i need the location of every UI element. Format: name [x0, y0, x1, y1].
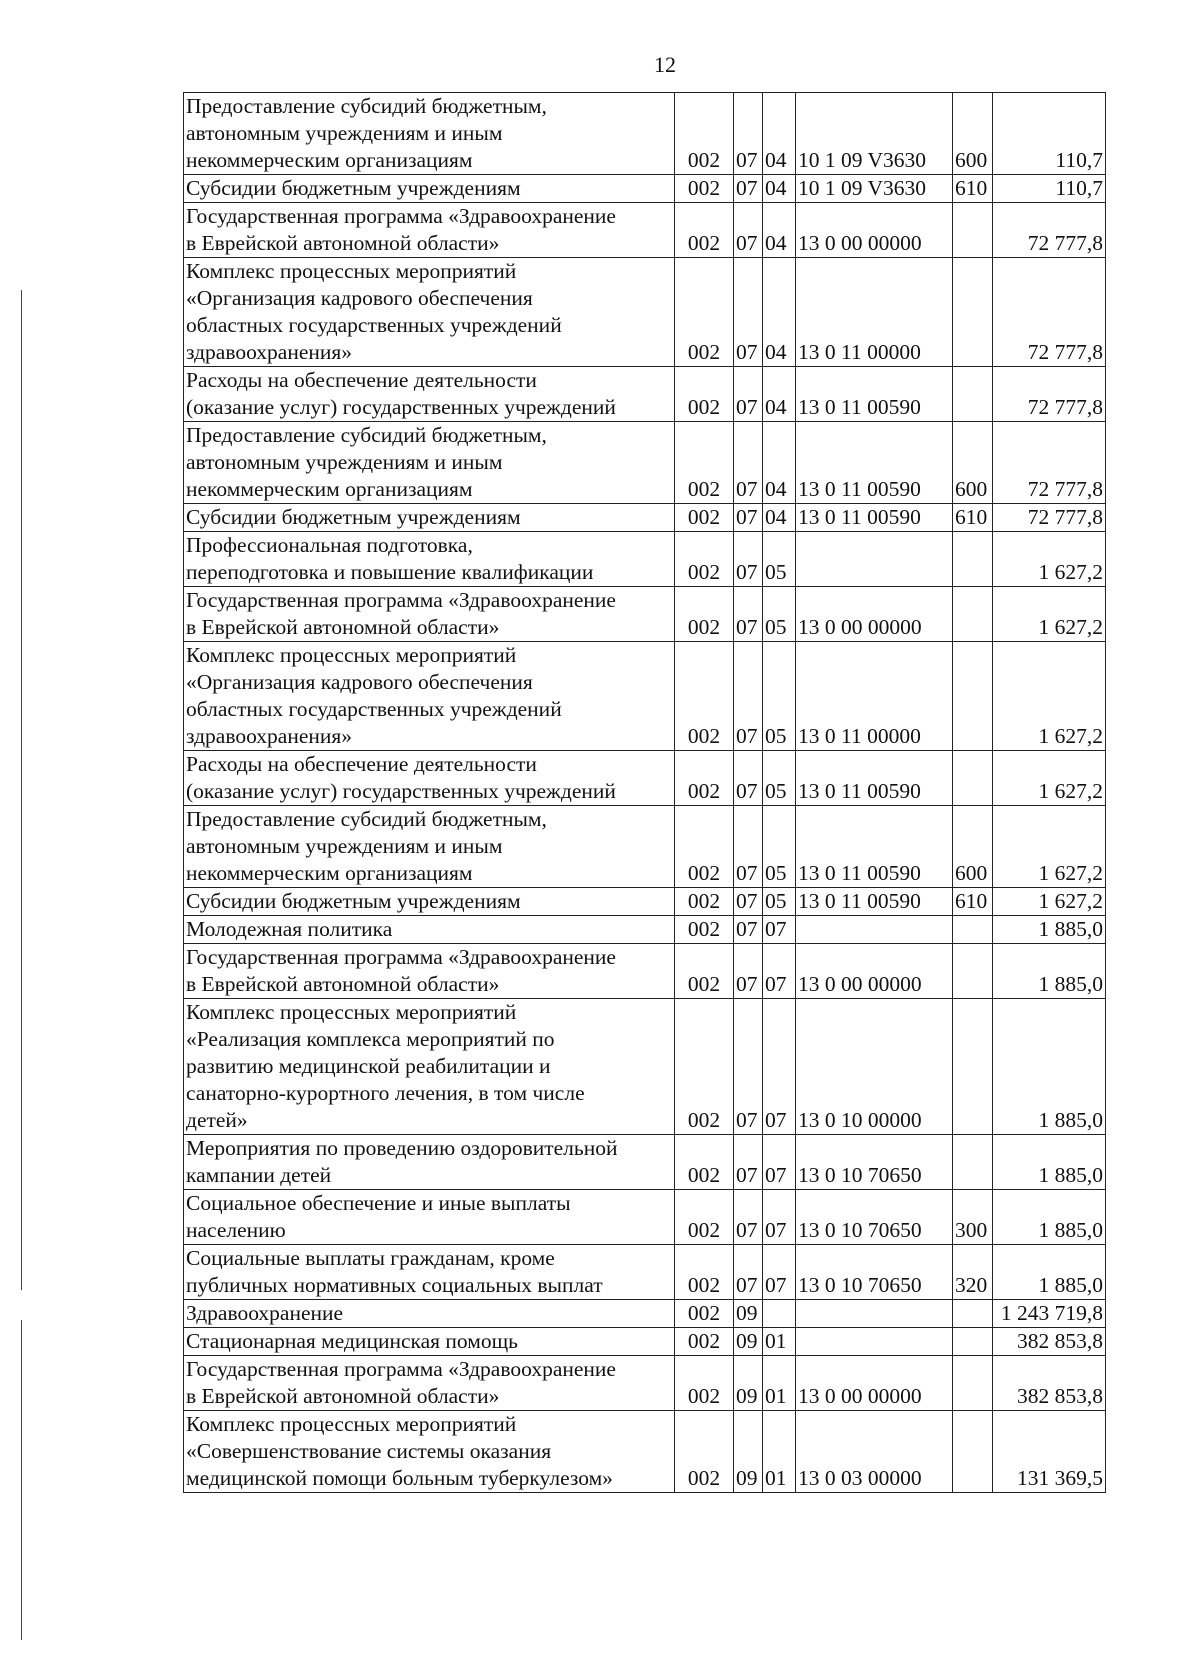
row-target-article-code: 13 0 03 00000	[796, 1411, 953, 1493]
row-subsection-code: 04	[763, 367, 796, 422]
table-row	[184, 203, 1106, 258]
row-target-article-code: 10 1 09 V3630	[796, 93, 953, 175]
row-section-code: 09	[734, 1356, 763, 1411]
row-subsection-code: 05	[763, 642, 796, 751]
table-row	[184, 1245, 1106, 1300]
table-row	[184, 422, 1106, 504]
row-name: Государственная программа «Здравоохранение в Еврейской автономной области»	[184, 1356, 675, 1411]
table-row	[184, 999, 1106, 1135]
row-subsection-code: 05	[763, 532, 796, 587]
row-target-article-code: 13 0 11 00590	[796, 504, 953, 532]
budget-table-body	[184, 93, 1106, 1493]
row-target-article-code: 13 0 10 70650	[796, 1245, 953, 1300]
row-subsection-code: 01	[763, 1328, 796, 1356]
row-section-code: 07	[734, 367, 763, 422]
table-row	[184, 1411, 1106, 1493]
row-amount: 110,7	[993, 93, 1106, 175]
row-section-code: 07	[734, 642, 763, 751]
table-row	[184, 1135, 1106, 1190]
table-row	[184, 175, 1106, 203]
table-row	[184, 367, 1106, 422]
row-subsection-code: 01	[763, 1411, 796, 1493]
row-admin-code: 002	[675, 1411, 734, 1493]
row-expense-type-code: 600	[953, 806, 993, 888]
table-row	[184, 1300, 1106, 1328]
row-expense-type-code	[953, 1328, 993, 1356]
row-target-article-code: 13 0 10 70650	[796, 1135, 953, 1190]
row-name: Молодежная политика	[184, 916, 675, 944]
row-admin-code: 002	[675, 532, 734, 587]
row-amount: 1 885,0	[993, 1190, 1106, 1245]
row-amount: 1 243 719,8	[993, 1300, 1106, 1328]
row-target-article-code: 10 1 09 V3630	[796, 175, 953, 203]
row-amount: 1 885,0	[993, 999, 1106, 1135]
row-section-code: 07	[734, 751, 763, 806]
row-name: Комплекс процессных мероприятий «Организация кадрового обеспечения областных государственных учреждений здравоохранения»	[184, 258, 675, 367]
row-name: Предоставление субсидий бюджетным, автономным учреждениям и иным некоммерческим организациям	[184, 93, 675, 175]
table-row	[184, 93, 1106, 175]
row-expense-type-code: 610	[953, 888, 993, 916]
row-amount: 382 853,8	[993, 1328, 1106, 1356]
row-expense-type-code	[953, 1411, 993, 1493]
row-admin-code: 002	[675, 175, 734, 203]
row-expense-type-code	[953, 1135, 993, 1190]
table-row	[184, 258, 1106, 367]
row-target-article-code: 13 0 00 00000	[796, 1356, 953, 1411]
row-subsection-code: 07	[763, 944, 796, 999]
row-admin-code: 002	[675, 642, 734, 751]
row-name: Государственная программа «Здравоохранение в Еврейской автономной области»	[184, 944, 675, 999]
row-name: Расходы на обеспечение деятельности (оказание услуг) государственных учреждений	[184, 367, 675, 422]
table-row	[184, 1328, 1106, 1356]
row-amount: 72 777,8	[993, 367, 1106, 422]
row-name: Здравоохранение	[184, 1300, 675, 1328]
row-name: Стационарная медицинская помощь	[184, 1328, 675, 1356]
row-name: Государственная программа «Здравоохранение в Еврейской автономной области»	[184, 587, 675, 642]
row-amount: 72 777,8	[993, 203, 1106, 258]
row-amount: 110,7	[993, 175, 1106, 203]
row-admin-code: 002	[675, 999, 734, 1135]
row-name: Расходы на обеспечение деятельности (оказание услуг) государственных учреждений	[184, 751, 675, 806]
scan-margin-line	[21, 1320, 22, 1640]
row-target-article-code: 13 0 11 00000	[796, 258, 953, 367]
row-target-article-code: 13 0 11 00590	[796, 888, 953, 916]
row-subsection-code: 05	[763, 587, 796, 642]
row-expense-type-code: 600	[953, 93, 993, 175]
row-target-article-code: 13 0 00 00000	[796, 203, 953, 258]
row-expense-type-code: 610	[953, 504, 993, 532]
row-admin-code: 002	[675, 806, 734, 888]
row-admin-code: 002	[675, 1190, 734, 1245]
table-row	[184, 1356, 1106, 1411]
row-expense-type-code	[953, 258, 993, 367]
row-expense-type-code	[953, 751, 993, 806]
row-target-article-code	[796, 916, 953, 944]
row-name: Профессиональная подготовка, переподготовка и повышение квалификации	[184, 532, 675, 587]
row-target-article-code: 13 0 11 00590	[796, 422, 953, 504]
row-subsection-code: 04	[763, 175, 796, 203]
row-subsection-code: 04	[763, 504, 796, 532]
row-subsection-code: 04	[763, 258, 796, 367]
table-row	[184, 806, 1106, 888]
row-subsection-code: 05	[763, 806, 796, 888]
row-target-article-code	[796, 1300, 953, 1328]
row-expense-type-code	[953, 532, 993, 587]
row-expense-type-code	[953, 203, 993, 258]
row-section-code: 07	[734, 1190, 763, 1245]
row-admin-code: 002	[675, 1300, 734, 1328]
row-name: Предоставление субсидий бюджетным, автономным учреждениям и иным некоммерческим организациям	[184, 422, 675, 504]
row-name: Комплекс процессных мероприятий «Совершенствование системы оказания медицинской помощи больным туберкулезом»	[184, 1411, 675, 1493]
table-row	[184, 1190, 1106, 1245]
row-expense-type-code	[953, 916, 993, 944]
table-row	[184, 944, 1106, 999]
table-row	[184, 751, 1106, 806]
scan-margin-line	[21, 290, 22, 1290]
row-name: Социальные выплаты гражданам, кроме публичных нормативных социальных выплат	[184, 1245, 675, 1300]
row-target-article-code: 13 0 11 00590	[796, 806, 953, 888]
row-name: Комплекс процессных мероприятий «Реализация комплекса мероприятий по развитию медицинской реабилитации и санаторно-курортного лечения, в том числе детей»	[184, 999, 675, 1135]
row-admin-code: 002	[675, 944, 734, 999]
row-section-code: 07	[734, 532, 763, 587]
row-amount: 131 369,5	[993, 1411, 1106, 1493]
table-row	[184, 642, 1106, 751]
row-admin-code: 002	[675, 367, 734, 422]
row-expense-type-code: 600	[953, 422, 993, 504]
row-subsection-code: 04	[763, 203, 796, 258]
row-admin-code: 002	[675, 587, 734, 642]
row-subsection-code: 04	[763, 422, 796, 504]
row-admin-code: 002	[675, 422, 734, 504]
row-admin-code: 002	[675, 93, 734, 175]
row-section-code: 07	[734, 258, 763, 367]
row-amount: 72 777,8	[993, 504, 1106, 532]
row-admin-code: 002	[675, 888, 734, 916]
row-expense-type-code: 300	[953, 1190, 993, 1245]
row-expense-type-code	[953, 587, 993, 642]
row-section-code: 07	[734, 1245, 763, 1300]
row-admin-code: 002	[675, 504, 734, 532]
row-admin-code: 002	[675, 258, 734, 367]
row-section-code: 07	[734, 587, 763, 642]
row-target-article-code: 13 0 11 00590	[796, 367, 953, 422]
row-target-article-code	[796, 1328, 953, 1356]
row-section-code: 07	[734, 999, 763, 1135]
row-name: Субсидии бюджетным учреждениям	[184, 175, 675, 203]
row-amount: 1 627,2	[993, 888, 1106, 916]
row-target-article-code: 13 0 11 00000	[796, 642, 953, 751]
row-target-article-code	[796, 532, 953, 587]
row-amount: 1 627,2	[993, 642, 1106, 751]
row-subsection-code: 07	[763, 916, 796, 944]
row-amount: 1 627,2	[993, 806, 1106, 888]
row-amount: 1 885,0	[993, 1245, 1106, 1300]
row-subsection-code: 01	[763, 1356, 796, 1411]
row-admin-code: 002	[675, 916, 734, 944]
row-name: Государственная программа «Здравоохранение в Еврейской автономной области»	[184, 203, 675, 258]
row-target-article-code: 13 0 00 00000	[796, 587, 953, 642]
row-amount: 1 627,2	[993, 751, 1106, 806]
row-subsection-code: 05	[763, 751, 796, 806]
budget-table	[183, 92, 1106, 1493]
row-section-code: 07	[734, 944, 763, 999]
row-name: Предоставление субсидий бюджетным, автономным учреждениям и иным некоммерческим организациям	[184, 806, 675, 888]
row-section-code: 07	[734, 916, 763, 944]
table-row	[184, 532, 1106, 587]
row-amount: 72 777,8	[993, 422, 1106, 504]
row-target-article-code: 13 0 10 00000	[796, 999, 953, 1135]
row-target-article-code: 13 0 11 00590	[796, 751, 953, 806]
row-expense-type-code	[953, 944, 993, 999]
row-expense-type-code: 610	[953, 175, 993, 203]
row-target-article-code: 13 0 10 70650	[796, 1190, 953, 1245]
row-name: Субсидии бюджетным учреждениям	[184, 504, 675, 532]
table-row	[184, 587, 1106, 642]
row-amount: 382 853,8	[993, 1356, 1106, 1411]
row-subsection-code: 07	[763, 1190, 796, 1245]
row-admin-code: 002	[675, 203, 734, 258]
row-expense-type-code	[953, 999, 993, 1135]
row-section-code: 07	[734, 203, 763, 258]
row-admin-code: 002	[675, 1356, 734, 1411]
row-section-code: 09	[734, 1328, 763, 1356]
row-expense-type-code	[953, 1356, 993, 1411]
row-subsection-code: 07	[763, 1135, 796, 1190]
table-row	[184, 888, 1106, 916]
row-section-code: 07	[734, 93, 763, 175]
row-section-code: 09	[734, 1411, 763, 1493]
table-row	[184, 504, 1106, 532]
row-admin-code: 002	[675, 1245, 734, 1300]
table-row	[184, 916, 1106, 944]
row-section-code: 07	[734, 504, 763, 532]
page-number: 12	[654, 52, 676, 77]
row-subsection-code: 05	[763, 888, 796, 916]
row-name: Субсидии бюджетным учреждениям	[184, 888, 675, 916]
row-target-article-code: 13 0 00 00000	[796, 944, 953, 999]
row-name: Комплекс процессных мероприятий «Организация кадрового обеспечения областных государственных учреждений здравоохранения»	[184, 642, 675, 751]
row-section-code: 09	[734, 1300, 763, 1328]
row-subsection-code: 04	[763, 93, 796, 175]
row-expense-type-code	[953, 642, 993, 751]
row-name: Мероприятия по проведению оздоровительной кампании детей	[184, 1135, 675, 1190]
row-section-code: 07	[734, 422, 763, 504]
row-section-code: 07	[734, 888, 763, 916]
row-expense-type-code	[953, 367, 993, 422]
row-amount: 1 627,2	[993, 532, 1106, 587]
row-amount: 1 885,0	[993, 944, 1106, 999]
row-admin-code: 002	[675, 751, 734, 806]
row-amount: 72 777,8	[993, 258, 1106, 367]
row-subsection-code: 07	[763, 1245, 796, 1300]
row-section-code: 07	[734, 806, 763, 888]
row-name: Социальное обеспечение и иные выплаты населению	[184, 1190, 675, 1245]
row-expense-type-code: 320	[953, 1245, 993, 1300]
row-section-code: 07	[734, 175, 763, 203]
row-admin-code: 002	[675, 1328, 734, 1356]
row-expense-type-code	[953, 1300, 993, 1328]
row-admin-code: 002	[675, 1135, 734, 1190]
row-subsection-code: 07	[763, 999, 796, 1135]
row-amount: 1 885,0	[993, 1135, 1106, 1190]
row-section-code: 07	[734, 1135, 763, 1190]
row-subsection-code	[763, 1300, 796, 1328]
row-amount: 1 627,2	[993, 587, 1106, 642]
row-amount: 1 885,0	[993, 916, 1106, 944]
